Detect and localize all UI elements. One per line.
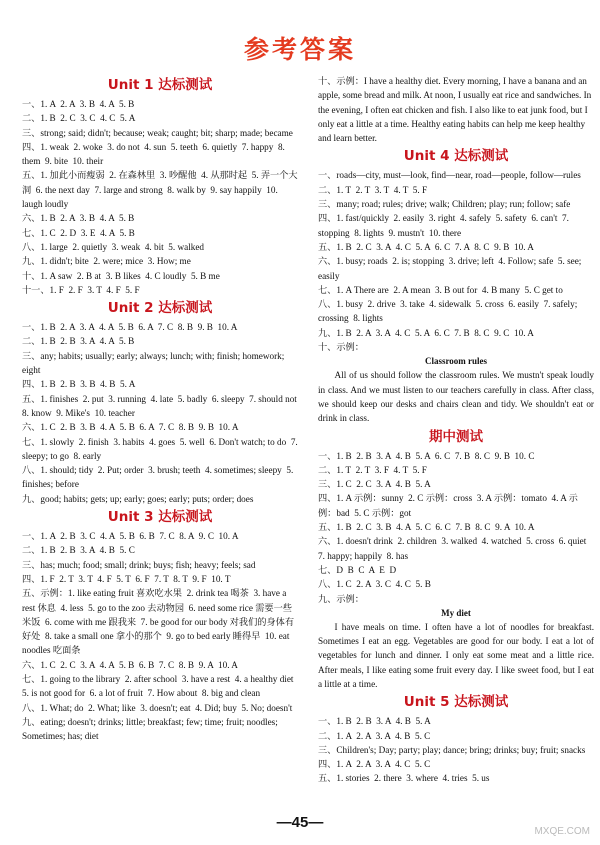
section-title-unit3: Unit 3 达标测试 [107,509,213,526]
answer-line: 八、1. busy 2. drive 3. take 4. sidewalk 5. cross 6. easily 7. safely; crossing 8. lights [318,299,580,324]
answer-line: 九、1. didn't; bite 2. were; mice 3. How; me [22,256,191,267]
answer-line: 四、1. F 2. T 3. T 4. F 5. T 6. F 7. T 8. T 9. F 10. T [22,573,231,584]
section-title-midterm: 期中测试 [429,428,483,445]
answer-line: 七、1. slowly 2. finish 3. habits 4. goes 5. well 6. Don't watch; to do 7. sleepy; to go 8. early [22,436,301,461]
answer-line: 二、1. B 2. B 3. A 4. B 5. C [22,545,135,556]
answer-line: 二、1. T 2. T 3. F 4. T 5. F [318,464,427,475]
essay-title-classroom-rules: Classroom rules [424,356,488,367]
answer-line: 三、Children's; Day; party; play; dance; bring; drinks; buy; fruit; snacks [318,744,586,755]
right-column [318,74,594,786]
section-title-unit4: Unit 4 达标测试 [403,148,509,165]
page-number: —45— [276,814,324,831]
answer-line: 四、1. A 2. A 3. A 4. C 5. C [318,759,431,770]
answer-line: 十、示例：I have a healthy diet. Every morning, I have a banana and an apple, some bread and milk. At noon, I usually eat rice and sandwiches. In the evening, I often eat chicken and fish. I also like to eat junk food, but I only eat a little at a time. Healthy eating habits can help me keep healthy and learn better. [318,76,594,144]
answer-line: 七、1. A There are 2. A mean 3. B out for 4. B many 5. C get to [318,284,563,295]
answer-line: 五、1. B 2. C 3. B 4. A 5. C 6. C 7. B 8. C 9. A 10. A [318,522,535,533]
answer-line: 五、1. 加此小而瘦弱 2. 在森林里 3. 吵醒他 4. 从那时起 5. 弄一个大洞 6. the next day 7. large and strong 8. walk by 9. say happily 10. laugh loudly [22,170,298,210]
answer-line: 五、示例：1. like eating fruit 喜欢吃水果 2. drink tea 喝茶 3. have a rest 休息 4. less 5. go to the zoo 去动物园 6. need some rice 需要一些米饭 6. come with me 跟我来 7. be good for our body 对我们的身体有好处 8. take a small one 拿小的那个 9. go to bed early 睡得早 10. eat noodles 吃面条 [22,588,295,656]
answer-line: 八、1. large 2. quietly 3. weak 4. bit 5. walked [22,241,205,252]
answer-line: 十一、1. F 2. F 3. T 4. F 5. F [22,284,140,295]
answers-unit1 [22,97,298,297]
answer-line: 七、D B C A E D [318,564,397,575]
answer-line: 五、1. finishes 2. put 3. running 4. late 5. badly 6. sleepy 7. should not 8. know 9. Mike's 10. teacher [22,393,302,418]
answer-line: 四、1. fast/quickly 2. easily 3. right 4. safely 5. safety 6. can't 7. stopping 8. lights 9. mustn't 10. there [318,213,572,238]
answer-line: 一、1. A 2. B 3. C 4. A 5. B 6. B 7. C 8. A 9. C 10. A [22,531,239,542]
page-title: 参考答案 [243,35,356,64]
answer-line: 二、1. T 2. T 3. T 4. T 5. F [318,184,428,195]
answer-line: 一、roads—city, must—look, find—near, road—people, follow—rules [318,170,581,181]
answer-line: 一、1. B 2. B 3. A 4. B 5. A 6. C 7. B 8. C 9. B 10. C [318,450,535,461]
answer-line: 六、1. busy; roads 2. is; stopping 3. drive; left 4. Follow; safe 5. see; easily [318,256,584,281]
answer-line: 三、has; much; food; small; drink; buys; fish; heavy; feels; sad [22,559,256,570]
answer-line: 一、1. B 2. A 3. A 4. A 5. B 6. A 7. C 8. B 9. B 10. A [22,322,238,333]
answer-line: 二、1. B 2. C 3. C 4. C 5. A [22,113,136,124]
answer-line: 一、1. B 2. B 3. A 4. B 5. A [318,716,431,727]
answers-unit2 [22,320,302,506]
answer-line: 十、1. A saw 2. B at 3. B likes 4. C loudly 5. B me [22,270,220,281]
answers-unit4 [318,168,594,354]
answer-line: 三、many; road; rules; drive; walk; Children; play; run; follow; safe [318,199,571,210]
answer-line: 八、1. should; tidy 2. Put; order 3. brush; teeth 4. sometimes; sleepy 5. finishes; before [22,465,296,490]
essay-classroom-rules: All of us should follow the classroom rules. We mustn't speak loudly in class. And we must listen to our teachers carefully in class. After class, we should keep our desks and chairs clean and tidy. We shouldn't eat or drink in class. [318,370,594,424]
left-column [22,74,302,743]
answer-line: 六、1. C 2. C 3. A 4. A 5. B 6. B 7. C 8. B 9. A 10. A [22,659,238,670]
answer-line: 二、1. B 2. B 3. A 4. A 5. B [22,336,135,347]
answer-line: 九、eating; doesn't; drinks; little; breakfast; few; time; fruit; noodles; Sometimes; has; diet [22,716,281,742]
answer-line: 三、any; habits; usually; early; always; lunch; with; finish; homework; eight [22,350,287,376]
answer-line: 六、1. C 2. B 3. B 4. A 5. B 6. A 7. C 8. B 9. B 10. A [22,422,239,433]
answer-line: 二、1. A 2. A 3. A 4. B 5. C [318,730,431,741]
answer-line: 六、1. B 2. A 3. B 4. A 5. B [22,213,135,224]
answer-line: 六、1. doesn't drink 2. children 3. walked 4. watched 5. cross 6. quiet 7. happy; happily 8. has [318,536,591,561]
section-title-unit1: Unit 1 达标测试 [107,77,213,93]
answer-line: 五、1. B 2. C 3. A 4. C 5. A 6. C 7. A 8. C 9. B 10. A [318,241,534,252]
answer-line: 九、1. B 2. A 3. A 4. C 5. A 6. C 7. B 8. C 9. C 10. A [318,327,534,338]
answer-line: 三、1. C 2. C 3. A 4. B 5. A [318,479,431,490]
answer-line: 四、1. A 示例：sunny 2. C 示例：cross 3. A 示例：tomato 4. A 示例：bad 5. C 示例：got [318,493,578,518]
answer-line: 三、strong; said; didn't; because; weak; caught; bit; sharp; made; became [22,127,293,138]
answer-line: 八、1. C 2. A 3. C 4. C 5. B [318,579,431,590]
essay-my-diet: I have meals on time. I often have a lot of noodles for breakfast. Sometimes I eat an egg. Vegetables are good for our body. I eat a lot of vegetables for lunch and dinner. I only eat some meat and a little rice. After meals, I like eating some fruit every day. I like sweet food, but I eat a little at a time. [318,621,594,689]
section-title-unit2: Unit 2 达标测试 [107,300,213,317]
answer-line: 九、good; habits; gets; up; early; goes; early; puts; order; does [22,493,254,504]
answers-midterm [318,449,594,606]
answers-unit5 [318,714,594,785]
answer-line: 五、1. stories 2. there 3. where 4. tries 5. us [318,773,490,784]
answer-line: 七、1. C 2. D 3. E 4. A 5. B [22,227,135,238]
answer-line: 九、示例： [318,593,364,604]
section-title-unit5: Unit 5 达标测试 [403,694,509,711]
answers-unit3 [22,529,298,743]
answer-line: 七、1. going to the library 2. after school 3. have a rest 4. a healthy diet 5. is not good for 6. a lot of fruit 7. How about 8. big and clean [22,673,299,699]
watermark-logo: MXQE.COM [534,826,590,837]
essay-title-my-diet: My diet [441,607,471,618]
answer-line: 一、1. A 2. A 3. B 4. A 5. B [22,99,135,109]
answer-line: 八、1. What; do 2. What; like 3. doesn't; eat 4. Did; buy 5. No; doesn't [22,702,293,713]
answers-unit3-continued [318,74,594,145]
answer-line: 四、1. B 2. B 3. B 4. B 5. A [22,379,136,390]
answer-line: 四、1. weak 2. woke 3. do not 4. sun 5. teeth 6. quietly 7. happy 8. them 9. bite 10. their [22,141,288,167]
answer-line: 十、示例： [318,342,364,353]
